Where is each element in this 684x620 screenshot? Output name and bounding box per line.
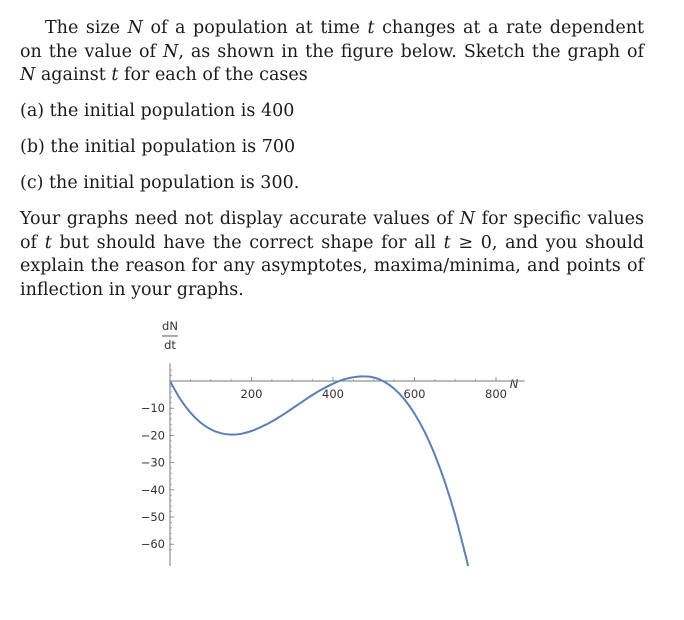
y-tick-label: −40: [140, 482, 165, 497]
variable-N: N: [459, 209, 476, 229]
y-tick-label: −10: [140, 401, 165, 416]
inequality: ≥ 0: [450, 232, 492, 253]
y-tick-label: −50: [140, 510, 165, 524]
variable-N: N: [20, 65, 36, 85]
axes: [141, 363, 525, 566]
y-tick-label: −30: [140, 455, 165, 470]
variable-t: t: [44, 232, 52, 253]
instructions: Your graphs need not display accurate values of N for specific values of t but should have the correct shape for all t ≥ 0, and you should explain the reason for any asymptotes, maxima/minima, and points of inflection in your graphs.: [20, 209, 644, 300]
y-tick-label: −20: [140, 428, 165, 443]
y-tick-label: −60: [140, 537, 165, 552]
variable-N: N: [127, 18, 143, 38]
series-line: [170, 376, 468, 566]
case-b: (b) the initial population is 700: [20, 137, 296, 157]
case-a: (a) the initial population is 400: [20, 101, 295, 121]
variable-t: t: [443, 232, 451, 253]
series-group: [170, 376, 468, 566]
x-tick-label: 400: [322, 387, 344, 401]
variable-t: t: [367, 18, 375, 38]
x-tick-label: 200: [240, 387, 263, 401]
x-axis-label: N: [509, 377, 519, 391]
y-axis-label-numerator: dN: [162, 319, 178, 333]
variable-N: N: [163, 41, 179, 62]
x-tick-label: 800: [485, 387, 507, 401]
x-tick-label: 600: [403, 387, 426, 401]
rate-chart: [130, 308, 530, 570]
variable-t: t: [111, 65, 119, 85]
problem-intro: The size N of a population at time t changes at a rate dependent on the value of N, as shown in the figure below. Sketch the graph of N against t for each of the cases: [20, 18, 644, 85]
y-axis-label-denominator: dt: [164, 338, 176, 352]
case-c: (c) the initial population is 300.: [20, 173, 300, 193]
